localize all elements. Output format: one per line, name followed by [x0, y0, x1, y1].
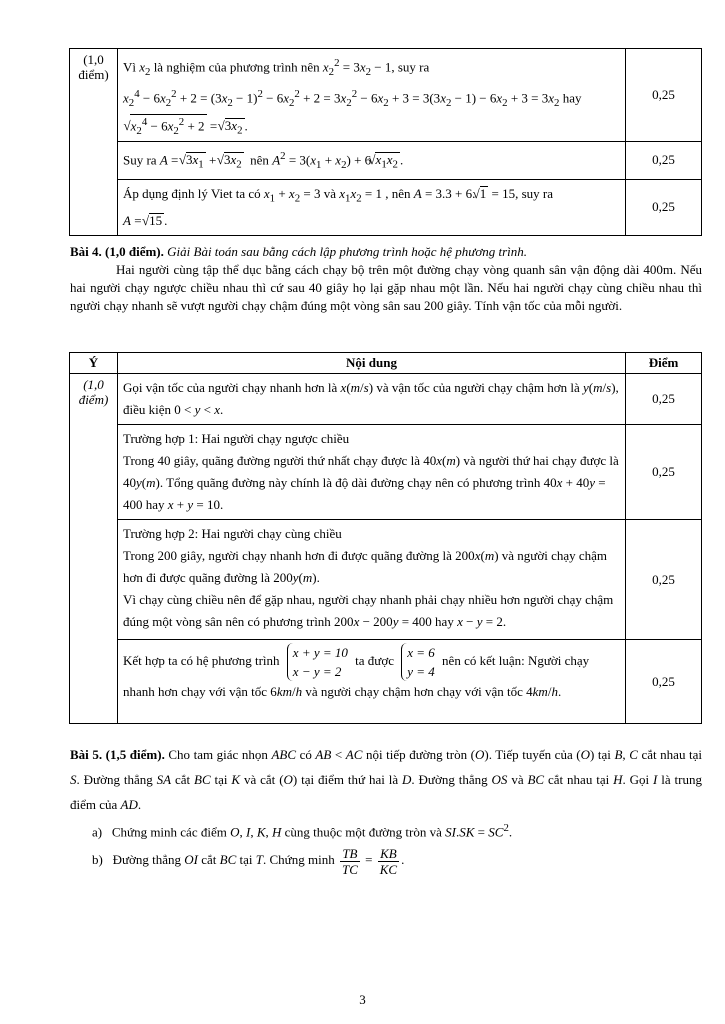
- bai4-heading-line: [70, 242, 702, 262]
- table-row: Vì $x_2$ là nghiệm của phương trình nên $x_2^2 = 3x_2 - 1$, suy ra $x_2^4 - 6x_2^2 + 2 = (3x_2 - 1)^2 - 6x_2^2 + 2 = 3x_2^2 - 6x_2 + 3 = 3(3x_2 - 1) - 6x_2 + 3 = 3x_2$ hay √ $x_2^4 - 6x_2^2 + 2$ = √ $3x_2$ .: [117, 49, 625, 142]
- table-row: Trường hợp 1: Hai người chạy ngược chiều Trong 40 giây, quãng đường người thứ nhất chạy được là 40x(m) và người thứ hai chạy được là 40y(m). Tổng quãng đường này chính là độ dài đường chạy nên có phương trình 40x + 40y = 400 hay x + y = 10.: [117, 425, 625, 520]
- table-row: Trường hợp 2: Hai người chạy cùng chiều Trong 200 giây, người chạy nhanh hơn đi được quãng đường là 200x(m) và người chạy chậm hơn đi được quãng đường là 200y(m). Vì chạy cùng chiều nên để gặp nhau, người chạy nhanh phải chạy nhiều hơn người chạy chậm đúng một vòng sân nên có phương trình 200x − 200y = 400 hay x − y = 2.: [117, 520, 625, 640]
- bai5-part-a: a) Chứng minh các điểm O, I, K, H cùng thuộc một đường tròn và $SI.SK = SC^2$.: [92, 822, 513, 840]
- header-points: Điểm: [626, 353, 702, 374]
- points-cell: 0,25: [626, 520, 702, 640]
- table-row: Gọi vận tốc của người chạy nhanh hơn là x(m/s) và vận tốc của người chạy chậm hơn là y(m/s), điều kiện 0 < y < x.: [117, 374, 625, 425]
- table-row: Áp dụng định lý Viet ta có $x_1 + x_2 = 3$ và $x_1x_2 = 1$ , nên A = 3.3 + 6. √ 1 = 15, suy ra A = √ 15 .: [117, 179, 625, 235]
- points-cell: 0,25: [626, 425, 702, 520]
- bai5-intro: Bài 5. (1,5 điểm). Cho tam giác nhọn ABC có AB < AC nội tiếp đường tròn (O). Tiếp tuyến của (O) tại B, C cắt nhau tại S. Đường thẳng SA cắt BC tại K và cắt (O) tại điểm thứ hai là D. Đường thẳng OS và BC cắt nhau tại H. Gọi I là trung điểm của AD.: [70, 747, 703, 812]
- solution-table-bai3: [69, 48, 702, 236]
- page-number: 3: [359, 992, 366, 1007]
- points-cell: 0,25: [626, 640, 702, 724]
- header-y: Ý: [70, 353, 118, 374]
- points-cell: 0,25: [626, 49, 702, 142]
- header-content: Nội dung: [117, 353, 625, 374]
- bai5-part-b: b) Đường thẳng OI cắt BC tại T. Chứng minh $\frac{TB}{TC}$ = $\frac{KB}{KC}$ .: [92, 845, 405, 877]
- solution-table-bai4: [69, 352, 702, 724]
- bai4-subheading: Giải Bài toán sau bằng cách lập phương trình hoặc hệ phương trình.: [167, 244, 528, 259]
- bai4-heading: Bài 4. (1,0 điểm).: [70, 244, 164, 259]
- points-cell: 0,25: [626, 374, 702, 425]
- bai5-heading: Bài 5. (1,5 điểm).: [70, 747, 165, 762]
- score-label: (1,0 điểm): [70, 49, 118, 236]
- score-label: (1,0 điểm): [70, 374, 118, 724]
- points-cell: 0,25: [626, 179, 702, 235]
- bai4-problem: Hai người cùng tập thể dục bằng cách chạy bộ trên một đường chạy vòng quanh sân vận động dài 400m. Nếu hai người chạy ngược chiều nhau thì cứ sau 40 giây họ lại gặp nhau một lần. Nếu hai người chạy cùng chiều nhau thì người chạy nhanh sẽ vượt người chạy chậm đúng một vòng sân sau 200 giây. Tính vận tốc của mỗi người.: [70, 262, 702, 313]
- points-cell: 0,25: [626, 142, 702, 180]
- table-row: Suy ra A = √ $3x_1$ + √ $3x_2$ nên $A^2 = 3(x_1 + x_2) + 6$ √ $x_1x_2$ .: [117, 142, 625, 180]
- table-row: Kết hợp ta có hệ phương trình x + y = 10 x − y = 2 ta được x = 6 y = 4 nên có kết luận: Người chạy nhanh hơn chạy với vận tốc 6km/h và người chạy chậm hơn chạy với vận tốc 4km/h.: [117, 640, 625, 724]
